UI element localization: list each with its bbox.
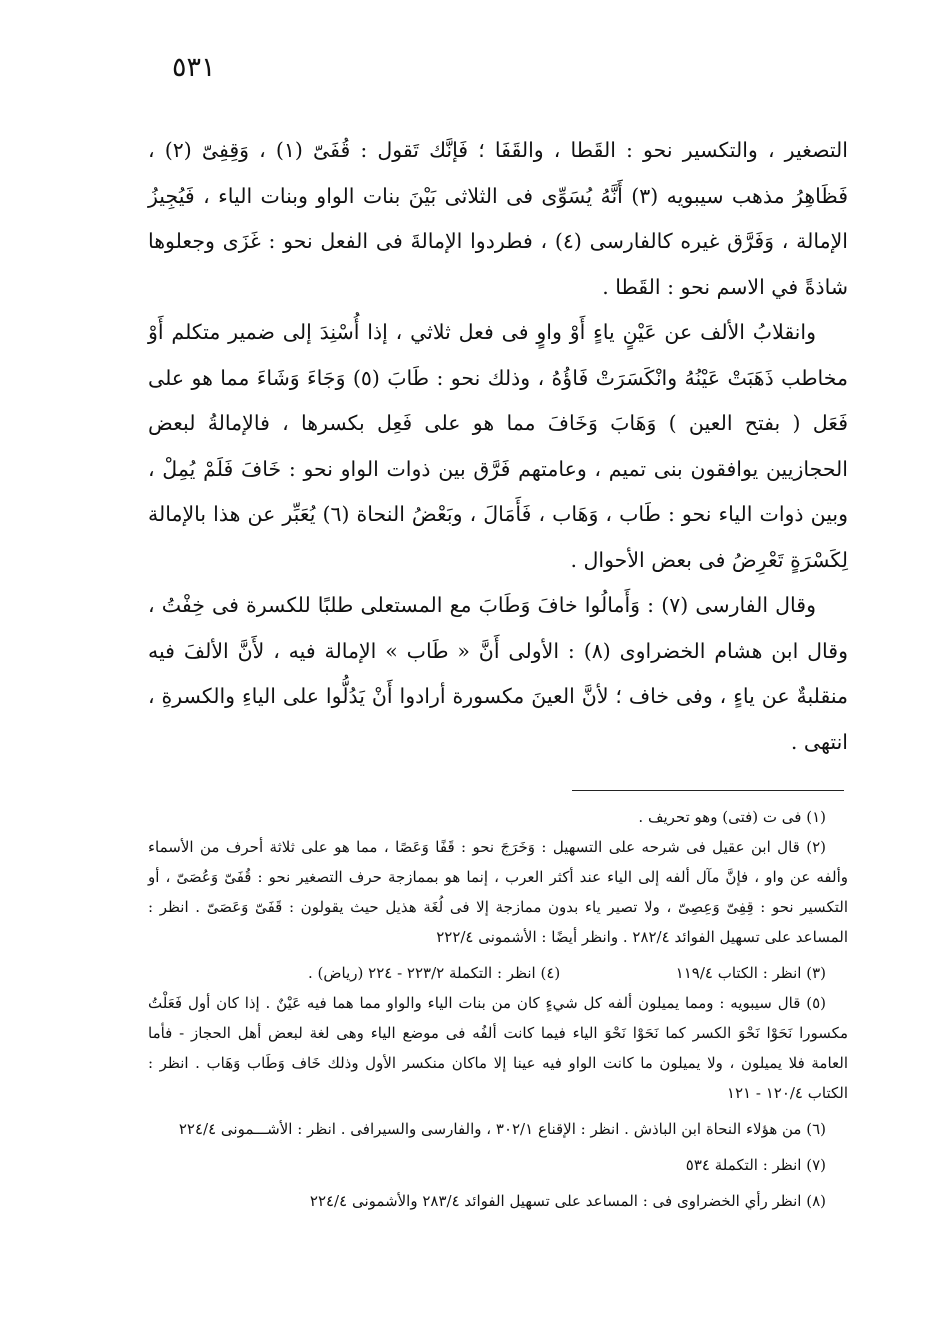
- footnote-6: (٦) من هؤلاء النحاة ابن الباذش . انظر : الإقناع ٣٠٢/١ ، والفارسى والسيرافى . انظر : الأشـــمونى ٢٢٤/٤: [178, 1120, 826, 1138]
- main-text: [148, 128, 848, 765]
- footnote-5: (٥) قال سيبويه : ومما يميلون ألفه كل شيءٍ كان من بنات الياء والواو مما هما فيه عَيْنٌ . إذا كان أول فَعَلْتُ مكسورا نَحَوْا نَحْوَ الكسر كما نَحَوْا نَحْوَ الياء فيما كانت ألفُه فى موضع الياء وهى لغة لبعض أهل الحجاز - فأما العامة فلا يميلون ، ولا يميلون ما كانت الواو فيه عينا إلا ماكان منكسر الأول وذلك خَاف وَطَاب وَهَاب . انظر : الكتاب ١٢٠/٤ - ١٢١: [148, 994, 848, 1102]
- page-number: ٥٣١: [172, 52, 216, 83]
- footnotes: [148, 802, 848, 1216]
- footnote-1: (١) فى ت (فتى) وهو تحريف .: [638, 808, 826, 826]
- paragraph-1: التصغير ، والتكسير نحو : القَطا ، والقَفَا ؛ فَإنَّك تَقول : قُفَىّ (١) ، وَقِفِىّ (٢) ، فَظَاهِرُ مذهب سيبويه (٣) أَنَّهُ يُسَوِّى فى الثلاثى بَيْنَ بنات الواو وبنات الياء ، فَيُجِيزُ الإمالة ، وَفَرَّق غيره كالفارسى (٤) ، فطردوا الإمالةَ فى الفعل نحو : غَزَى وجعلوها شاذةً في الاسم نحو : القَطا .: [148, 138, 848, 299]
- footnote-2: (٢) قال ابن عقيل فى شرحه على التسهيل : وَخَرَجَ نحو : قَفًا وَعَصًا ، مما هو على ثلاثة أحرف من الأسماء وألفه عن واو ، فإنَّ مآل ألفه إلى الياء عند أكثر العرب ، إنما هو بممازجة حرف التصغير نحو : قُفَىّ وَعُصَىّ ، أو التكسير نحو : قِفِىّ وَعِصِىّ ، ولا تصير ياء بدون ممازجة إلا فى لُغَة هذيل حيث يقولون : قَفَىّ وَعَصَىّ . انظر : المساعد على تسهيل الفوائد ٢٨٢/٤ . وانظر أيضًا : الأشمونى ٢٢٢/٤: [148, 838, 848, 946]
- footnote-row-3-4: [148, 958, 848, 988]
- footnote-separator: [572, 790, 844, 791]
- paragraph-2: وانقلابُ الألف عن عَيْنٍ ياءٍ أَوْ واوٍ فى فعل ثلاثي ، إذا أُسْنِدَ إلى ضمير متكلم أَوْ مخاطب ذَهَبَتْ عَيْنُهُ وانْكَسَرَتْ فَاؤُهُ ، وذلك نحو : طَابَ (٥) وَجَاءَ وَشَاءَ مما هو على فَعَل ( بفتح العين ) وَهَابَ وَخَافَ مما هو على فَعِل بكسرها ، فالإمالةُ لبعض الحجازيين يوافقون بنى تميم ، وعامتهم فَرَّق بين ذوات الواو نحو : خَافَ فَلَمْ يُمِلْ ، وبين ذوات الياء نحو : طَاب ، وَهَاب ، فَأَمَالَ ، وبَعْضُ النحاة (٦) يُعَبِّر عن هذا بالإمالة لِكَسْرَةٍ تَعْرِضُ فى بعض الأحوال .: [148, 320, 849, 572]
- footnote-3: (٣) انظر : الكتاب ١١٩/٤: [675, 964, 826, 982]
- footnote-8: (٨) انظر رأي الخضراوى فى : المساعد على تسهيل الفوائد ٢٨٣/٤ والأشمونى ٢٢٤/٤: [309, 1192, 826, 1210]
- paragraph-3: وقال الفارسى (٧) : وَأَمالُوا خافَ وَطَابَ مع المستعلى طلبًا للكسرة فى خِفْتُ ، وقال ابن هشام الخضراوى (٨) : الأولى أَنَّ « طَاب » الإمالة فيه ، لأَنَّ الألفَ فيه منقلبةٌ عن ياءٍ ، وفى خاف ؛ لأنَّ العينَ مكسورة أرادوا أَنْ يَدُلُّوا على الياءِ والكسرةِ ، انتهى .: [148, 593, 848, 754]
- footnote-4: (٤) انظر : التكملة ٢٢٣/٢ - ٢٢٤ (رياض) .: [308, 964, 561, 982]
- footnote-7: (٧) انظر : التكملة ٥٣٤: [685, 1156, 826, 1174]
